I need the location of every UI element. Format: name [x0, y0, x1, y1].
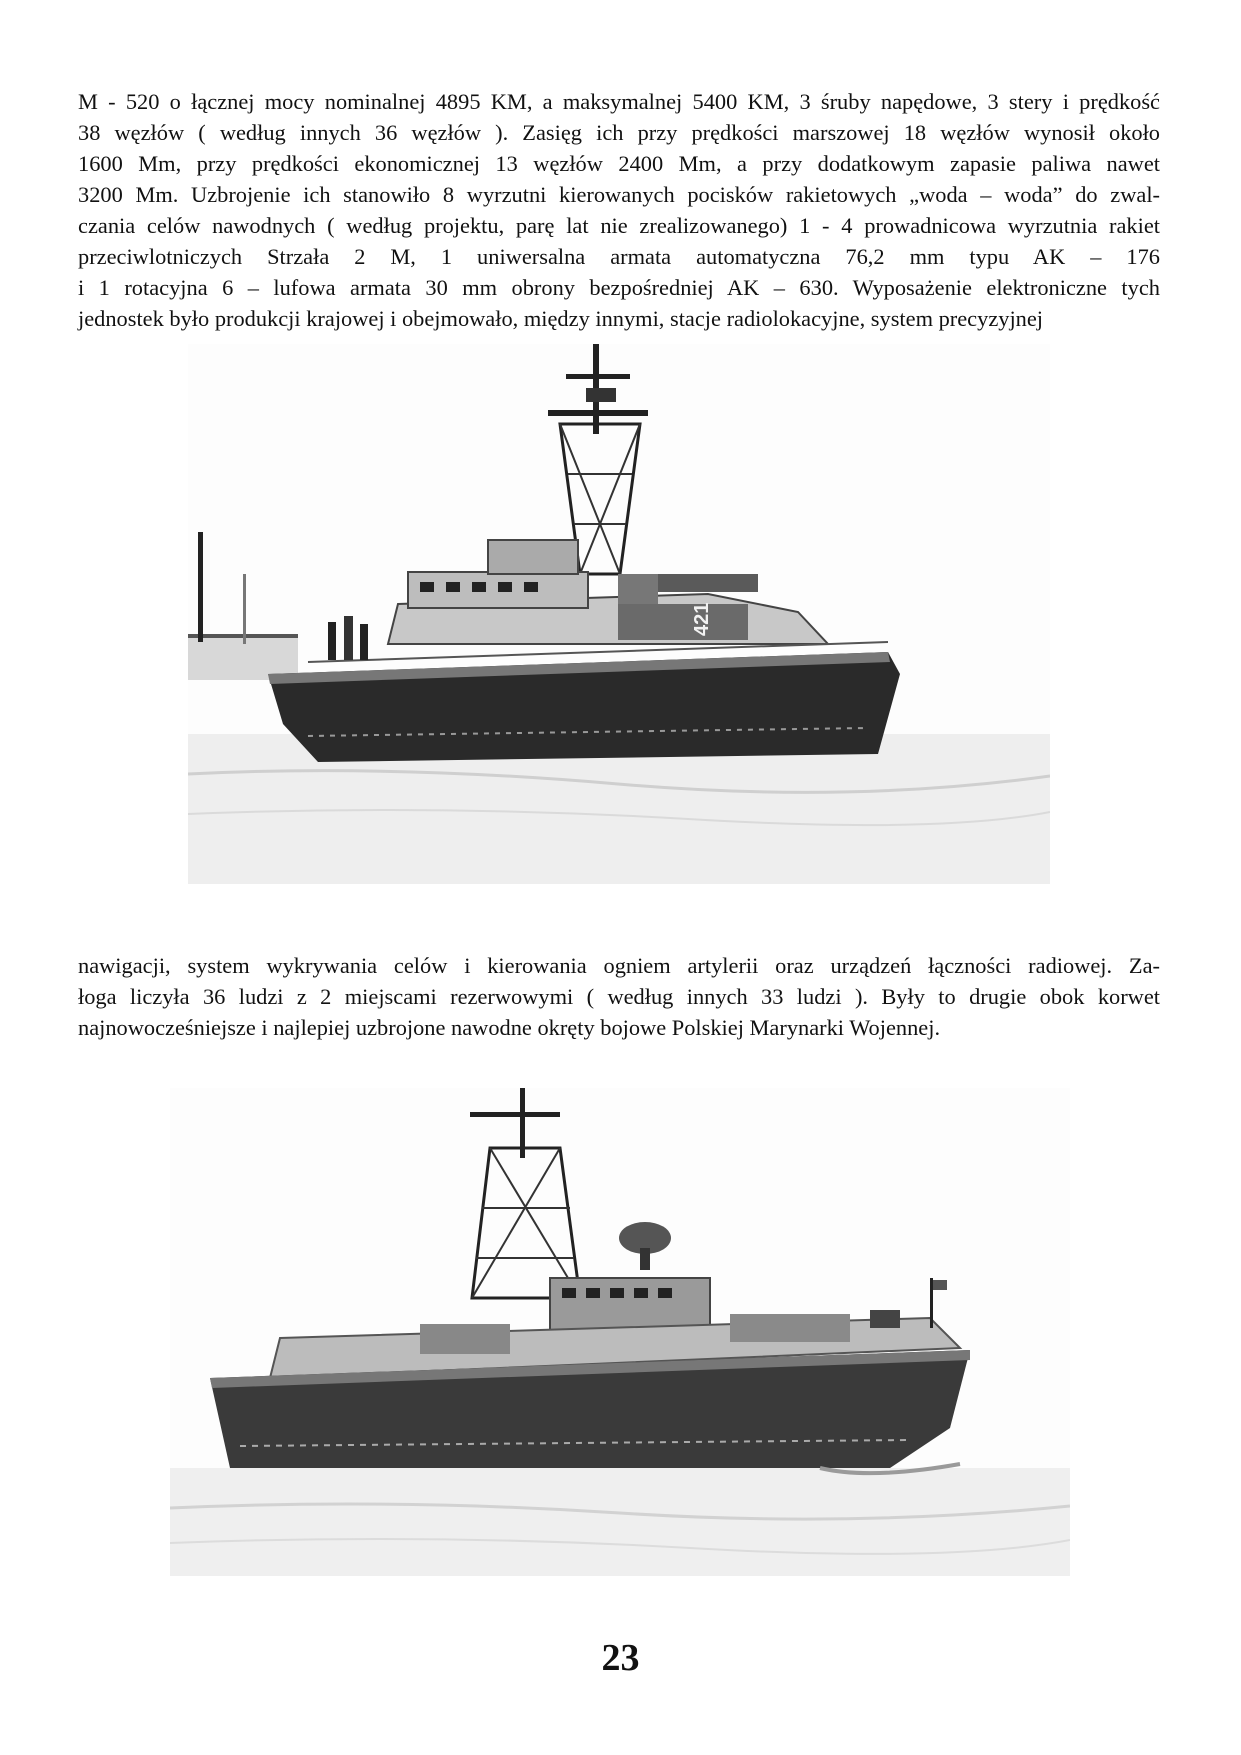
- text-line: najnowocześniejsze i najlepiej uzbrojone nawodne okręty bojowe Polskiej Marynarki Wojennej.: [78, 1015, 941, 1040]
- text-line: łoga liczyła 36 ludzi z 2 miejscami rezerwowymi ( według innych 33 ludzi ). Były to drugie obok korwet: [78, 984, 1160, 1009]
- missile-boat-bow-illustration: [188, 344, 1050, 884]
- text-line: 38 węzłów ( według innych 36 węzłów ). Zasięg ich przy prędkości marszowej 18 węzłów wynosił około: [78, 120, 1160, 145]
- paragraph-bottom: [78, 950, 1160, 1043]
- text-line: jednostek było produkcji krajowej i obejmowało, między innymi, stacje radiolokacyjne, system precyzyjnej: [78, 306, 1044, 331]
- text-line: i 1 rotacyjna 6 – lufowa armata 30 mm obrony bezpośredniej AK – 630. Wyposażenie elektroniczne tych: [78, 275, 1160, 300]
- text-line: 1600 Mm, przy prędkości ekonomicznej 13 węzłów 2400 Mm, a przy dodatkowym zapasie paliwa nawet: [78, 151, 1160, 176]
- missile-boat-side-illustration: [170, 1088, 1070, 1576]
- text-line: nawigacji, system wykrywania celów i kierowania ogniem artylerii oraz urządzeń łączności radiowej. Za-: [78, 953, 1160, 978]
- ship-photo-side-view: [170, 1088, 1070, 1576]
- text-line: 3200 Mm. Uzbrojenie ich stanowiło 8 wyrzutni kierowanych pocisków rakietowych „woda – woda” do zwal-: [78, 182, 1160, 207]
- text-line: przeciwlotniczych Strzała 2 M, 1 uniwersalna armata automatyczna 76,2 mm typu AK – 176: [78, 244, 1160, 269]
- text-line: czania celów nawodnych ( według projektu, parę lat nie zrealizowanego) 1 - 4 prowadnicowa wyrzutnia rakiet: [78, 213, 1160, 238]
- hull-number: 421: [691, 602, 713, 636]
- page-number: 23: [601, 1637, 640, 1679]
- ship-photo-bow-view: [188, 344, 1050, 884]
- paragraph-top: [78, 86, 1160, 334]
- text-line: M - 520 o łącznej mocy nominalnej 4895 KM, a maksymalnej 5400 KM, 3 śruby napędowe, 3 stery i prędkość: [78, 89, 1160, 114]
